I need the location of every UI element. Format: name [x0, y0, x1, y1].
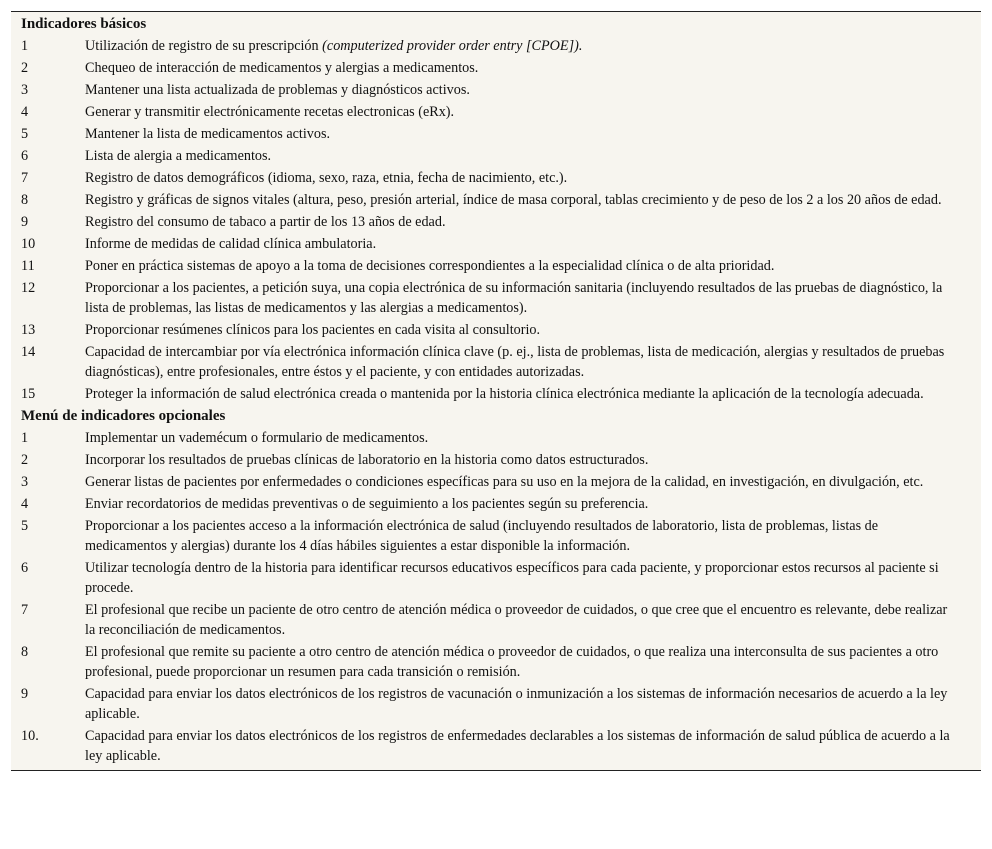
- table-row: [11, 256, 981, 276]
- row-number: 1: [21, 430, 29, 446]
- row-number: 13: [21, 322, 36, 338]
- row-number: 3: [21, 82, 29, 98]
- row-description: [85, 450, 981, 470]
- row-number: 11: [21, 258, 35, 274]
- row-description-text: Poner en práctica sistemas de apoyo a la toma de decisiones correspondientes a la especialidad clínica o de alta prioridad.: [85, 258, 775, 274]
- row-description: [85, 558, 981, 598]
- row-number: 9: [21, 686, 29, 702]
- row-number: 12: [21, 280, 36, 296]
- row-description-text: Utilización de registro de su prescripción: [85, 38, 323, 54]
- row-description-text: Lista de alergia a medicamentos.: [85, 148, 272, 164]
- row-description-text: Informe de medidas de calidad clínica ambulatoria.: [85, 236, 377, 252]
- row-description: [85, 472, 981, 492]
- row-description: [85, 384, 981, 404]
- table-row: [11, 684, 981, 724]
- row-description-text: Utilizar tecnología dentro de la historia para identificar recursos educativos específicos para cada paciente, y proporcionar estos recursos al paciente si procede.: [85, 560, 939, 596]
- row-description: [85, 428, 981, 448]
- row-description: [85, 726, 981, 766]
- row-number: 7: [21, 170, 29, 186]
- row-description: [85, 58, 981, 78]
- row-description-text: El profesional que remite su paciente a otro centro de atención médica o proveedor de cuidados, o que realiza una interconsulta de sus pacientes a otro profesional, puede proporcionar un resumen para cada transición o remisión.: [85, 644, 939, 680]
- row-description: [85, 146, 981, 166]
- section-title-basic: Indicadores básicos: [21, 16, 147, 32]
- section-title-optional: Menú de indicadores opcionales: [21, 408, 226, 424]
- row-description: [85, 256, 981, 276]
- row-description: [85, 684, 981, 724]
- row-description-text: Generar listas de pacientes por enfermedades o condiciones específicas para su uso en la mejora de la calidad, en investigación, en divulgación, etc.: [85, 474, 924, 490]
- row-description: [85, 516, 981, 556]
- row-number: 10.: [21, 728, 39, 744]
- table-row: [11, 726, 981, 766]
- row-number: 14: [21, 344, 36, 360]
- row-description: [85, 600, 981, 640]
- indicators-table: [11, 11, 981, 771]
- row-description-text: Proporcionar a los pacientes, a petición suya, una copia electrónica de su información sanitaria (incluyendo resultados de las pruebas de diagnóstico, la lista de problemas, las listas de medicamentos y las alergias a medicamentos).: [85, 280, 943, 316]
- row-number: 8: [21, 644, 29, 660]
- row-number: 1: [21, 38, 29, 54]
- row-description-text: Mantener una lista actualizada de problemas y diagnósticos activos.: [85, 82, 470, 98]
- row-description-text: Capacidad de intercambiar por vía electrónica información clínica clave (p. ej., lista de problemas, lista de medicación, alergias y resultados de pruebas diagnósticas), entre profesionales, entre éstos y el paciente, y con entidades autorizadas.: [85, 344, 945, 380]
- table-row: [11, 384, 981, 404]
- table-row: [11, 102, 981, 122]
- row-description-text: Proporcionar a los pacientes acceso a la información electrónica de salud (incluyendo resultados de laboratorio, lista de problemas, listas de medicamentos y alergias) durante los 4 días hábiles siguientes a estar disponible la información.: [85, 518, 879, 554]
- row-description-text: El profesional que recibe un paciente de otro centro de atención médica o proveedor de cuidados, o que cree que el encuentro es relevante, debe realizar la reconciliación de medicamentos.: [85, 602, 948, 638]
- row-number: 4: [21, 104, 29, 120]
- table-row: [11, 600, 981, 640]
- table-row: [11, 146, 981, 166]
- table-row: [11, 212, 981, 232]
- table-row: [11, 320, 981, 340]
- row-description: [85, 168, 981, 188]
- row-number: 2: [21, 452, 29, 468]
- row-description: [85, 278, 981, 318]
- row-description: [85, 212, 981, 232]
- row-description: [85, 190, 981, 210]
- table-row: [11, 428, 981, 448]
- row-number: 3: [21, 474, 29, 490]
- row-number: 6: [21, 148, 29, 164]
- row-number: 5: [21, 518, 29, 534]
- table-body: [11, 14, 981, 766]
- table-row: [11, 190, 981, 210]
- table-row: [11, 494, 981, 514]
- row-number: 10: [21, 236, 36, 252]
- row-description-text: Incorporar los resultados de pruebas clínicas de laboratorio en la historia como datos estructurados.: [85, 452, 649, 468]
- table-row: [11, 472, 981, 492]
- table-row: [11, 36, 981, 56]
- table-row: [11, 342, 981, 382]
- row-description-text: Implementar un vademécum o formulario de medicamentos.: [85, 430, 429, 446]
- row-description: [85, 36, 981, 56]
- row-description: [85, 342, 981, 382]
- row-description-text: Mantener la lista de medicamentos activos.: [85, 126, 331, 142]
- table-row: [11, 516, 981, 556]
- row-number: 5: [21, 126, 29, 142]
- row-number: 6: [21, 560, 29, 576]
- row-description: [85, 642, 981, 682]
- row-description-text: Chequeo de interacción de medicamentos y alergias a medicamentos.: [85, 60, 479, 76]
- table-row: [11, 642, 981, 682]
- row-description-text: Generar y transmitir electrónicamente recetas electronicas (eRx).: [85, 104, 455, 120]
- row-number: 7: [21, 602, 29, 618]
- table-row: [11, 450, 981, 470]
- row-description-text: Enviar recordatorios de medidas preventivas o de seguimiento a los pacientes según su preferencia.: [85, 496, 649, 512]
- row-description: [85, 80, 981, 100]
- table-row: [11, 558, 981, 598]
- table-row: [11, 234, 981, 254]
- row-description-text: Proteger la información de salud electrónica creada o mantenida por la historia clínica electrónica mediante la aplicación de la tecnología adecuada.: [85, 386, 924, 402]
- row-number: 2: [21, 60, 29, 76]
- row-number: 4: [21, 496, 29, 512]
- table-row: [11, 168, 981, 188]
- row-description-text: Proporcionar resúmenes clínicos para los pacientes en cada visita al consultorio.: [85, 322, 541, 338]
- row-description: [85, 494, 981, 514]
- row-description: [85, 234, 981, 254]
- table-row: [11, 58, 981, 78]
- row-number: 8: [21, 192, 29, 208]
- row-description-text: Registro de datos demográficos (idioma, sexo, raza, etnia, fecha de nacimiento, etc.).: [85, 170, 568, 186]
- row-description-italic: (computerized provider order entry [CPOE]).: [322, 38, 583, 54]
- table-row: [11, 124, 981, 144]
- row-description: [85, 124, 981, 144]
- row-description-text: Registro del consumo de tabaco a partir de los 13 años de edad.: [85, 214, 446, 230]
- table-row: [11, 278, 981, 318]
- row-number: 9: [21, 214, 29, 230]
- row-description-text: Registro y gráficas de signos vitales (altura, peso, presión arterial, índice de masa corporal, tablas crecimiento y de peso de los 2 a los 20 años de edad.: [85, 192, 942, 208]
- row-description-text: Capacidad para enviar los datos electrónicos de los registros de enfermedades declarables a los sistemas de información de salud pública de acuerdo a la ley aplicable.: [85, 728, 950, 764]
- row-description-text: Capacidad para enviar los datos electrónicos de los registros de vacunación o inmunización a los sistemas de información necesarios de acuerdo a la ley aplicable.: [85, 686, 948, 722]
- table-row: [11, 80, 981, 100]
- row-description: [85, 320, 981, 340]
- row-number: 15: [21, 386, 36, 402]
- row-description: [85, 102, 981, 122]
